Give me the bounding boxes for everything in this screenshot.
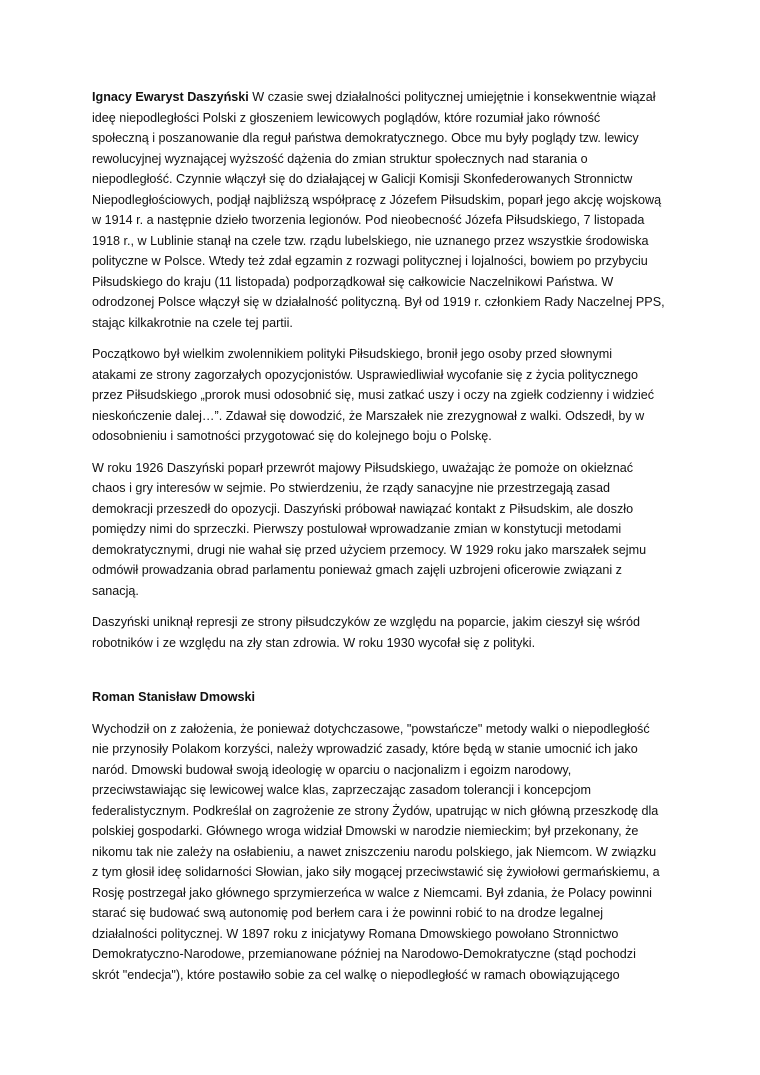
text-line: społeczną i poszanowanie dla reguł państwa demokratycznego. Obce mu były poglądy tzw. lewicy	[92, 131, 639, 145]
text-line: demokratycznymi, drugi nie wahał się przed użyciem przemocy. W 1929 roku jako marszałek sejmu	[92, 542, 647, 557]
text-line: przez Piłsudskiego „prorok musi odosobnić się, musi zatkać uszy i oczy na zgiełk codzienny i widzieć	[92, 388, 655, 402]
text-line: pomiędzy nimi do sprzeczki. Pierwszy postulował wprowadzanie zmian w konstytucji metodami	[92, 522, 622, 536]
text-line: nie przynosiły Polakom korzyści, należy wprowadzić zasady, które będą w stanie umocnić ich jako	[92, 742, 638, 756]
text-line: atakami ze strony zagorzałych opozycjonistów. Usprawiedliwiał wycofanie się z życia politycznego	[92, 367, 638, 382]
text-line: nikomu tak nie zależy na osłabieniu, a nawet zniszczeniu narodu polskiego, jak Niemcom. W związku	[92, 844, 657, 859]
text-line: ideę niepodległości Polski z głoszeniem lewicowych poglądów, które rozumiał jako równość	[92, 110, 601, 125]
text-line: polskiej gospodarki. Głównego wroga widział Dmowski w narodzie niemieckim; był przekonany, że	[92, 824, 639, 838]
text-line: Wychodził on z założenia, że ponieważ dotychczasowe, "powstańcze" metody walki o niepodległość	[92, 721, 650, 736]
text-line: Ignacy Ewaryst Daszyński W czasie swej działalności politycznej umiejętnie i konsekwentnie wiązał	[92, 90, 656, 104]
text-line: Niepodległościowych, podjął najbliższą współpracę z Józefem Piłsudskim, poparł jego akcję wojskową	[92, 192, 662, 207]
text-line: rewolucyjnej wyznającej wyższość dążenia do zmian struktur społecznych nad starania o	[92, 151, 588, 166]
text-line: skrót "endecja"), które postawiło sobie za cel walkę o niepodległość w ramach obowiązującego	[92, 967, 620, 982]
paragraph-daszynski-intro	[92, 87, 677, 333]
text-line: W roku 1926 Daszyński poparł przewrót majowy Piłsudskiego, uważając że pomoże on okiełznać	[92, 460, 634, 475]
text-line: Początkowo był wielkim zwolennikiem polityki Piłsudskiego, bronił jego osoby przed słownymi	[92, 347, 613, 361]
text-line: robotników i ze względu na zły stan zdrowia. W roku 1930 wycofał się z polityki.	[92, 635, 536, 650]
text-line: chaos i gry interesów w sejmie. Po stwierdzeniu, że rządy sanacyjne nie przestrzegają zasad	[92, 481, 610, 495]
text-line: Demokratyczno-Narodowe, przemianowane później na Narodowo-Demokratyczne (stąd pochodzi	[92, 947, 636, 961]
text-line: starać się budować swą autonomię pod berłem cara i że powinni robić to na drodze legalnej	[92, 906, 604, 920]
text-line: odmówił prowadzania obrad parlamentu ponieważ gmach zajęli uzbrojeni oficerowie związani z	[92, 563, 622, 577]
text-line: Piłsudskiego do kraju (11 listopada) podporządkował się całkowicie Naczelnikowi Państwa. W	[92, 274, 614, 289]
text-line: Daszyński uniknął represji ze strony piłsudczyków ze względu na poparcie, jakim cieszył się wśród	[92, 615, 641, 629]
paragraph-dmowski	[92, 719, 677, 986]
section-heading-wrapper	[92, 687, 677, 708]
section-heading-dmowski: Roman Stanisław Dmowski	[92, 690, 256, 704]
text-line: odosobnieniu i samotności przygotować się do kolejnego boju o Polskę.	[92, 429, 492, 443]
text-line: odrodzonej Polsce włączył się w działalność polityczną. Był od 1919 r. członkiem Rady Naczelnej PPS,	[92, 295, 665, 309]
text-line: demokracji przeszedł do opozycji. Daszyński próbował nawiązać kontakt z Piłsudskim, ale doszło	[92, 501, 634, 516]
text-line: nieskończenie dalej…”. Zdawał się dowodzić, że Marszałek nie zrezygnował z walki. Odszedł, by w	[92, 408, 645, 423]
text-line: przeciwstawiając się lewicowej walce klas, zaprzeczając zasadom tolerancji i koncepcjom	[92, 783, 592, 797]
text-line: w 1914 r. a następnie dzieło tworzenia legionów. Pod nieobecność Józefa Piłsudskiego, 7 listopada	[92, 213, 645, 227]
text-line: działalności politycznej. W 1897 roku z inicjatywy Romana Dmowskiego powołano Stronnictwo	[92, 926, 619, 941]
text-line: stając kilkakrotnie na czele tej partii.	[92, 315, 293, 330]
text-line: 1918 r., w Lublinie stanął na czele tzw. rządu lubelskiego, nie uznanego przez wszystkie środowiska	[92, 233, 649, 248]
text-line: naród. Dmowski budował swoją ideologię w oparciu o nacjonalizm i egoizm narodowy,	[92, 762, 572, 777]
text-line: sanacją.	[92, 583, 139, 598]
section-spacer	[92, 664, 677, 687]
document-body	[92, 87, 677, 996]
text-line: federalistycznym. Podkreślał on zagrożenie ze strony Żydów, upatrując w nich główną przeszkodę dla	[92, 803, 659, 818]
text-line: Rosję postrzegał jako głównego sprzymierzeńca w walce z Niemcami. Był zdania, że Polacy powinni	[92, 885, 652, 900]
paragraph-daszynski-1930	[92, 612, 677, 653]
text-line: polityczne w Polsce. Wtedy też zdał egzamin z rozwagi politycznej i lojalności, bowiem po przybyciu	[92, 254, 648, 268]
text-line: niepodległość. Czynnie włączył się do działającej w Galicji Komisji Skonfederowanych Stronnictw	[92, 172, 633, 186]
text-line: z tym głosił ideę solidarności Słowian, jako siły mogącej przeciwstawić się żywiołowi germańskiemu, a	[92, 865, 660, 879]
paragraph-daszynski-1926	[92, 458, 677, 602]
paragraph-daszynski-support	[92, 344, 677, 447]
section-heading-daszynski: Ignacy Ewaryst Daszyński	[92, 90, 249, 104]
